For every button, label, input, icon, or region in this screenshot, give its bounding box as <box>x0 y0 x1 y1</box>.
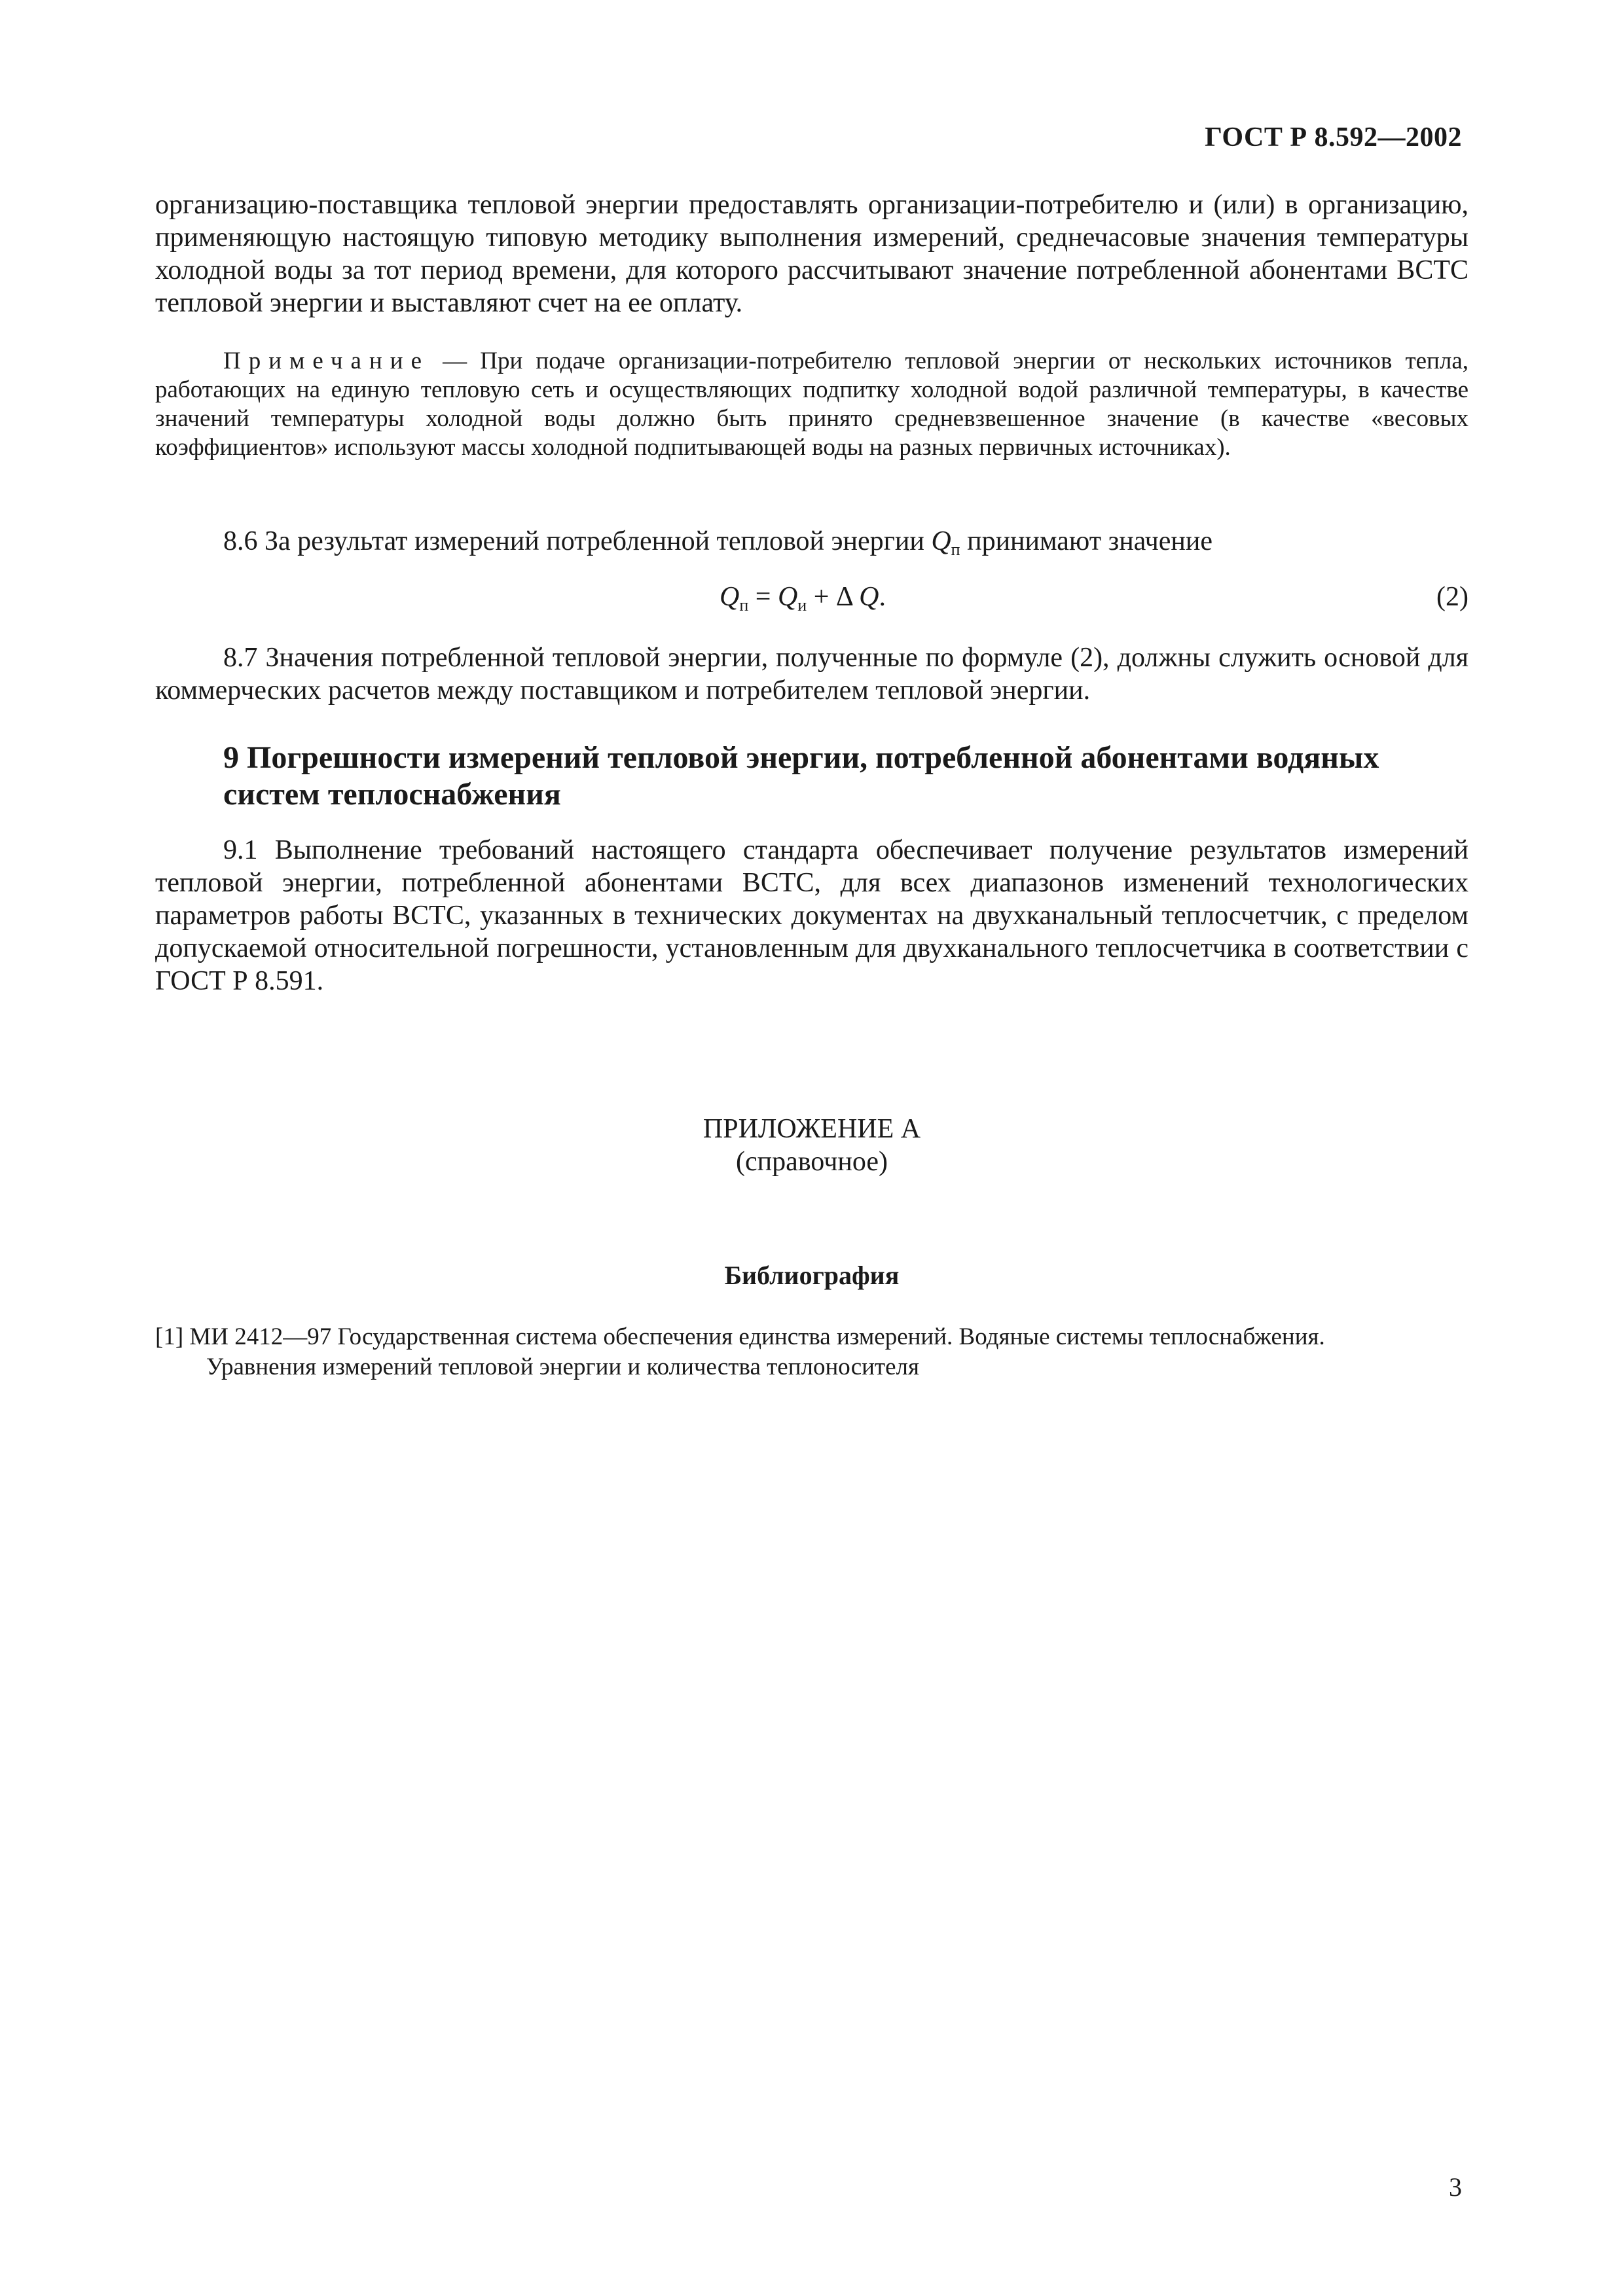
formula-number: (2) <box>1436 582 1468 612</box>
clause-9-1 <box>155 834 1468 997</box>
appendix-heading <box>155 1113 1468 1178</box>
formula-lhs-symbol: Q <box>720 582 740 612</box>
bibliography-title: Библиография <box>724 1261 900 1290</box>
clause-9-1-text: 9.1 Выполнение требований настоящего стандарта обеспечивает получение результатов измерений тепловой энергии, потребленной абонентами ВСТС, для всех диапазонов изменений технологических параметров работы ВСТС, указанных в технических документах на двухканальный теплосчетчик, с пределом допускаемой относительной погрешности, установленным для двухканального теплосчетчика в соответствии с ГОСТ Р 8.591. <box>155 835 1468 996</box>
document-code-header: ГОСТ Р 8.592—2002 <box>1205 122 1462 152</box>
clause-8-6 <box>155 525 1468 566</box>
section-9-title-line1: 9 Погрешности измерений тепловой энергии, потребленной абонентами водяных <box>223 740 1379 775</box>
bibliography-item-line1: [1] МИ 2412—97 Государственная система обеспечения единства измерений. Водяные системы теплоснабжения. <box>155 1323 1325 1350</box>
formula-end: . <box>879 582 886 612</box>
bibliography-list <box>155 1322 1468 1382</box>
formula-2 <box>155 581 1468 620</box>
clause-8-6-text-before: 8.6 За результат измерений потребленной тепловой энергии <box>223 526 932 556</box>
page-number: 3 <box>1449 2172 1462 2202</box>
note-dash: — <box>429 348 481 374</box>
formula-expression <box>720 581 886 615</box>
formula-term1-symbol: Q <box>777 582 798 612</box>
formula-term1-subscript: и <box>797 596 807 615</box>
section-9-title-line2: систем теплоснабжения <box>223 777 561 812</box>
continuation-paragraph-text: организацию-поставщика тепловой энергии предоставлять организации-потребителю и (или) в организацию, применяющую настоящую типовую методику выполнения измерений, среднечасовые значения температуры холодной воды за тот период времени, для которого рассчитывают значение потребленной абонентами ВСТС тепловой энергии и выставляют счет на ее оплату. <box>155 190 1468 318</box>
note-block <box>155 347 1468 462</box>
formula-term2-symbol: Q <box>859 582 879 612</box>
section-9-title <box>155 740 1468 813</box>
appendix-subtitle: (справочное) <box>736 1147 888 1177</box>
note-label: Примечание <box>223 348 429 374</box>
appendix-title: ПРИЛОЖЕНИЕ А <box>702 1114 921 1144</box>
clause-8-6-text-after: принимают значение <box>960 526 1213 556</box>
clause-8-7-text: 8.7 Значения потребленной тепловой энергии, полученные по формуле (2), должны служить основой для коммерческих расчетов между поставщиком и потребителем тепловой энергии. <box>155 643 1468 706</box>
formula-plus-delta: + Δ <box>807 582 860 612</box>
bibliography-item-line2: Уравнения измерений тепловой энергии и количества теплоносителя <box>206 1354 919 1380</box>
clause-8-7 <box>155 641 1468 707</box>
continuation-paragraph <box>155 188 1468 319</box>
clause-8-6-symbol: Q <box>931 526 951 556</box>
clause-8-6-subscript: п <box>951 540 960 559</box>
formula-equals: = <box>748 582 778 612</box>
formula-lhs-subscript: п <box>739 596 749 615</box>
note-text: При подаче организации-потребителю тепловой энергии от нескольких источников тепла, работающих на единую тепловую сеть и осуществляющих подпитку холодной водой различной температуры, в качестве значений температуры холодной воды должно быть принято средневзвешенное значение (в качестве «весовых коэффициентов» используют массы холодной подпитывающей воды на разных первичных источниках). <box>155 348 1468 461</box>
